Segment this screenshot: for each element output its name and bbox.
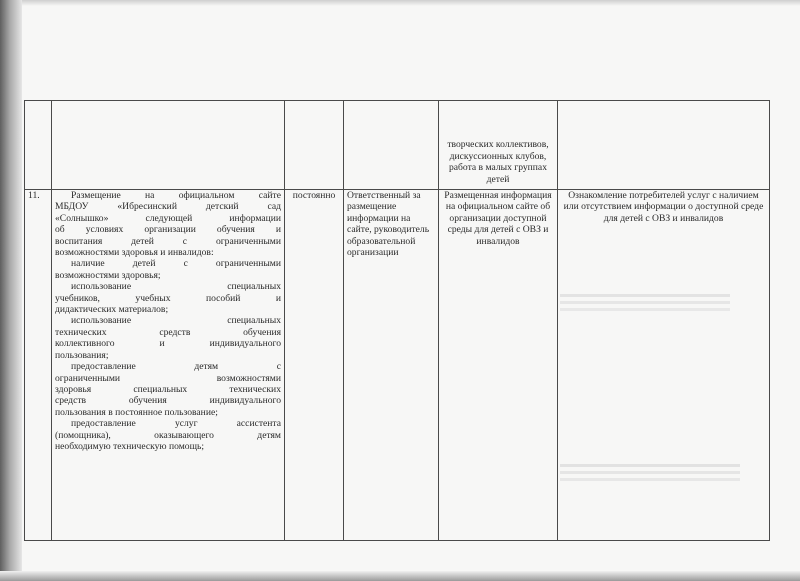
measure-line: здоровья специальных технических [55, 383, 281, 395]
cell-term [285, 190, 344, 541]
measure-line: средств обучения индивидуального [55, 395, 281, 407]
table-row [25, 101, 770, 190]
cell-result [439, 190, 558, 541]
measure-line: коллективного и индивидуального [55, 338, 281, 350]
measure-line: (помощника), оказывающего детям [55, 429, 281, 441]
measure-line: Размещение на официальном сайте [71, 190, 281, 201]
measure-line: ограниченными возможностями [55, 372, 281, 384]
cell-number [25, 190, 52, 541]
measure-line: «Солнышко» следующей информации [55, 212, 281, 224]
measure-line: воспитания детей с ограниченными [55, 235, 281, 247]
cell-number [25, 101, 52, 190]
indicator-text: Ознакомление потребителей услуг с наличием или отсутствием информации о доступной среде для детей с ОВЗ и инвалидов [563, 190, 764, 224]
measure-line: возможностями здоровья; [55, 269, 161, 281]
measure-line: пользования в постоянное пользование; [55, 406, 218, 418]
measure-line: возможностями здоровья и инвалидов: [55, 247, 214, 259]
measure-line: дидактических материалов; [55, 304, 169, 316]
result-text: Размещенная информация на официальном сайте об организации доступной среды для детей с ОВЗ и инвалидов [444, 190, 552, 247]
measure-line: МБДОУ «Ибресинский детский сад [55, 201, 281, 213]
result-text: творческих коллективов, дискуссионных клубов, работа в малых группах детей [447, 139, 549, 185]
measure-line: предоставление детям с [71, 361, 281, 373]
cell-responsible [344, 190, 439, 541]
measure-line: об условиях организации обучения и [55, 224, 281, 236]
cell-result [439, 101, 558, 190]
measure-line: учебников, учебных пособий и [55, 292, 281, 304]
measure-line: пользования; [55, 349, 109, 361]
table-row [25, 190, 770, 541]
cell-measure [52, 190, 285, 541]
cell-indicator [558, 190, 770, 541]
measure-line: предоставление услуг ассистента [71, 418, 281, 430]
measure-line: необходимую техническую помощь; [55, 440, 205, 452]
cell-responsible [344, 101, 439, 190]
measure-line: использование специальных [71, 281, 281, 293]
measure-description [55, 190, 281, 452]
responsible-text: Ответственный за размещение информации на сайте, руководитель образовательной организации [347, 190, 430, 259]
measure-line: наличие детей с ограниченными [71, 258, 281, 270]
measure-line: технических средств обучения [55, 326, 281, 338]
term-text: постоянно [292, 190, 336, 201]
cell-term [285, 101, 344, 190]
cell-indicator [558, 101, 770, 190]
cell-measure [52, 101, 285, 190]
scan-bottom-shadow [0, 571, 800, 581]
item-number: 11. [28, 190, 40, 201]
scan-top-shadow [0, 0, 800, 6]
measure-line: использование специальных [71, 315, 281, 327]
scan-binding-shadow [0, 0, 22, 581]
measures-table [24, 100, 770, 541]
